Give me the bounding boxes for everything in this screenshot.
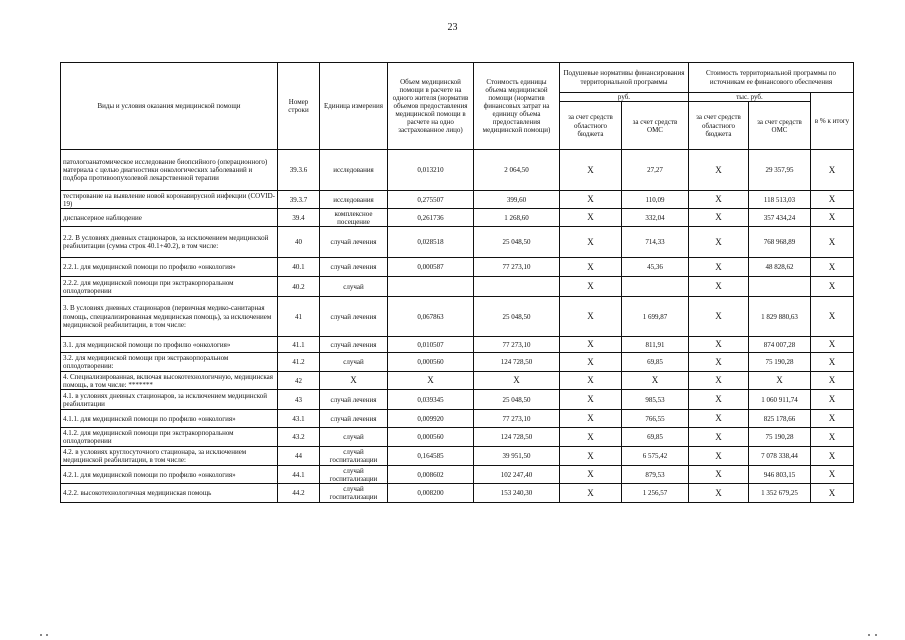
row-norm-regional: X xyxy=(560,227,622,258)
row-percent: X xyxy=(811,337,854,353)
row-number: 41.2 xyxy=(278,353,320,372)
row-name: 4.1.2. для медицинской помощи при экстракорпоральном оплодотворении xyxy=(61,428,278,447)
page-number: 23 xyxy=(447,22,458,33)
row-volume: 0,039345 xyxy=(388,390,474,410)
row-number: 40.1 xyxy=(278,258,320,277)
row-norm-oms: 27,27 xyxy=(622,150,689,191)
row-norm-oms: 6 575,42 xyxy=(622,447,689,466)
row-unit-cost: X xyxy=(474,372,560,390)
row-number: 44.1 xyxy=(278,466,320,484)
row-norm-oms: 1 699,87 xyxy=(622,297,689,337)
row-percent: X xyxy=(811,150,854,191)
row-percent: X xyxy=(811,191,854,209)
row-norm-regional: X xyxy=(560,277,622,297)
row-norm-regional: X xyxy=(560,390,622,410)
header-name: Виды и условия оказания медицинской помощи xyxy=(61,63,278,150)
row-unit: случай лечения xyxy=(320,390,388,410)
row-unit: случай xyxy=(320,353,388,372)
row-cost-regional: X xyxy=(689,277,749,297)
table-row xyxy=(61,277,854,297)
header-per-capita-norms: Подушевые нормативы финансирования территориальной программы xyxy=(560,63,689,93)
row-volume: 0,008200 xyxy=(388,484,474,503)
row-cost-regional: X xyxy=(689,209,749,227)
table-row xyxy=(61,227,854,258)
row-cost-regional: X xyxy=(689,410,749,428)
row-unit: случай лечения xyxy=(320,258,388,277)
table-row xyxy=(61,297,854,337)
row-unit-cost: 124 728,50 xyxy=(474,353,560,372)
header-row-number: Номер строки xyxy=(278,63,320,150)
row-percent: X xyxy=(811,447,854,466)
row-number: 43.2 xyxy=(278,428,320,447)
row-norm-regional: X xyxy=(560,258,622,277)
row-name: 2.2. В условиях дневных стационаров, за исключением медицинской реабилитации (сумма строк 40.1+40.2), в том числе: xyxy=(61,227,278,258)
row-norm-oms: 110,09 xyxy=(622,191,689,209)
row-volume: 0,261736 xyxy=(388,209,474,227)
row-number: 39.3.6 xyxy=(278,150,320,191)
row-unit: случай госпитализации xyxy=(320,484,388,503)
table-row xyxy=(61,372,854,390)
row-cost-oms: 118 513,03 xyxy=(749,191,811,209)
row-unit-cost xyxy=(474,277,560,297)
row-volume: 0,275507 xyxy=(388,191,474,209)
table-body xyxy=(61,150,854,503)
row-cost-oms: 29 357,95 xyxy=(749,150,811,191)
table-row xyxy=(61,209,854,227)
row-norm-regional: X xyxy=(560,209,622,227)
row-unit: случай лечения xyxy=(320,297,388,337)
row-name: 3. В условиях дневных стационаров (первичная медико-санитарная помощь, специализированная медицинская помощь), за исключением медицинской реабилитации, в том числе: xyxy=(61,297,278,337)
row-unit: случай госпитализации xyxy=(320,466,388,484)
row-norm-oms xyxy=(622,277,689,297)
table-header xyxy=(61,63,854,150)
row-name: 4.2.1. для медицинской помощи по профилю «онкология» xyxy=(61,466,278,484)
row-volume: 0,028518 xyxy=(388,227,474,258)
row-unit-cost: 102 247,40 xyxy=(474,466,560,484)
row-name: 4.1. в условиях дневных стационаров, за исключением медицинской реабилитации xyxy=(61,390,278,410)
row-cost-oms: 825 178,66 xyxy=(749,410,811,428)
row-cost-regional: X xyxy=(689,337,749,353)
row-volume: 0,010507 xyxy=(388,337,474,353)
row-name: 3.1. для медицинской помощи по профилю «онкология» xyxy=(61,337,278,353)
row-volume: 0,009920 xyxy=(388,410,474,428)
table-row xyxy=(61,337,854,353)
row-name: тестирование на выявление новой коронавирусной инфекции (COVID-19) xyxy=(61,191,278,209)
row-cost-regional: X xyxy=(689,227,749,258)
row-norm-oms: 766,55 xyxy=(622,410,689,428)
scan-bottom-edge xyxy=(0,634,905,637)
row-norm-regional: X xyxy=(560,447,622,466)
row-percent: X xyxy=(811,209,854,227)
row-name: 3.2. для медицинской помощи при экстракорпоральном оплодотворении: xyxy=(61,353,278,372)
row-percent: X xyxy=(811,466,854,484)
row-unit: случай лечения xyxy=(320,337,388,353)
row-cost-oms: 1 060 911,74 xyxy=(749,390,811,410)
row-volume: 0,000587 xyxy=(388,258,474,277)
row-unit-cost: 77 273,10 xyxy=(474,337,560,353)
row-cost-oms: 75 190,28 xyxy=(749,353,811,372)
row-cost-regional: X xyxy=(689,372,749,390)
row-volume: 0,067863 xyxy=(388,297,474,337)
row-norm-regional: X xyxy=(560,466,622,484)
row-number: 40 xyxy=(278,227,320,258)
row-cost-oms: 48 828,62 xyxy=(749,258,811,277)
row-percent: X xyxy=(811,428,854,447)
row-number: 43.1 xyxy=(278,410,320,428)
row-unit: исследования xyxy=(320,191,388,209)
row-percent: X xyxy=(811,297,854,337)
row-volume xyxy=(388,277,474,297)
row-cost-oms xyxy=(749,277,811,297)
header-cost-oms: за счет средств ОМС xyxy=(749,102,811,150)
row-number: 41.1 xyxy=(278,337,320,353)
table-row xyxy=(61,466,854,484)
row-name: 2.2.1. для медицинской помощи по профилю «онкология» xyxy=(61,258,278,277)
row-number: 44.2 xyxy=(278,484,320,503)
row-percent: X xyxy=(811,484,854,503)
row-cost-regional: X xyxy=(689,428,749,447)
header-percent-total: в % к итогу xyxy=(811,93,854,150)
row-unit-cost: 1 268,60 xyxy=(474,209,560,227)
row-norm-oms: 69,85 xyxy=(622,353,689,372)
row-unit: случай xyxy=(320,277,388,297)
row-norm-oms: X xyxy=(622,372,689,390)
row-cost-oms: 874 007,28 xyxy=(749,337,811,353)
row-cost-oms: 357 434,24 xyxy=(749,209,811,227)
row-unit-cost: 2 064,50 xyxy=(474,150,560,191)
row-norm-regional: X xyxy=(560,353,622,372)
row-percent: X xyxy=(811,277,854,297)
row-norm-oms: 45,36 xyxy=(622,258,689,277)
table-row xyxy=(61,258,854,277)
row-unit: случай лечения xyxy=(320,410,388,428)
row-cost-regional: X xyxy=(689,297,749,337)
row-cost-oms: 768 968,89 xyxy=(749,227,811,258)
row-unit: случай госпитализации xyxy=(320,447,388,466)
row-norm-oms: 985,53 xyxy=(622,390,689,410)
row-norm-regional: X xyxy=(560,191,622,209)
row-name: патологоанатомическое исследование биопсийного (операционного) материала с целью диагностики онкологических заболеваний и подбора противоопухолевой лекарственной терапии xyxy=(61,150,278,191)
table-row xyxy=(61,410,854,428)
row-number: 43 xyxy=(278,390,320,410)
header-unit-rub: руб. xyxy=(560,93,689,102)
row-name: диспансерное наблюдение xyxy=(61,209,278,227)
row-norm-regional: X xyxy=(560,372,622,390)
row-cost-regional: X xyxy=(689,258,749,277)
row-number: 41 xyxy=(278,297,320,337)
row-cost-regional: X xyxy=(689,447,749,466)
row-name: 2.2.2. для медицинской помощи при экстракорпоральном оплодотворении xyxy=(61,277,278,297)
row-percent: X xyxy=(811,227,854,258)
table-row xyxy=(61,353,854,372)
row-norm-oms: 69,85 xyxy=(622,428,689,447)
row-cost-regional: X xyxy=(689,150,749,191)
row-cost-oms: 1 829 880,63 xyxy=(749,297,811,337)
row-percent: X xyxy=(811,353,854,372)
row-norm-regional: X xyxy=(560,297,622,337)
row-percent: X xyxy=(811,390,854,410)
row-percent: X xyxy=(811,372,854,390)
row-norm-oms: 714,33 xyxy=(622,227,689,258)
row-number: 42 xyxy=(278,372,320,390)
row-name: 4.1.1. для медицинской помощи по профилю «онкология» xyxy=(61,410,278,428)
row-cost-oms: 946 803,15 xyxy=(749,466,811,484)
row-unit: исследования xyxy=(320,150,388,191)
row-norm-regional: X xyxy=(560,150,622,191)
row-cost-oms: 1 352 679,25 xyxy=(749,484,811,503)
row-number: 39.3.7 xyxy=(278,191,320,209)
row-number: 44 xyxy=(278,447,320,466)
row-unit-cost: 77 273,10 xyxy=(474,410,560,428)
row-norm-oms: 879,53 xyxy=(622,466,689,484)
row-volume: 0,013210 xyxy=(388,150,474,191)
row-unit: случай xyxy=(320,428,388,447)
row-unit-cost: 25 048,50 xyxy=(474,390,560,410)
row-name: 4.2. в условиях круглосуточного стационара, за исключением медицинской реабилитации, в том числе: xyxy=(61,447,278,466)
row-unit: комплексное посещение xyxy=(320,209,388,227)
header-norm-oms: за счет средств ОМС xyxy=(622,102,689,150)
row-cost-regional: X xyxy=(689,191,749,209)
header-unit-thousand-rub: тыс. руб. xyxy=(689,93,811,102)
row-unit-cost: 39 951,50 xyxy=(474,447,560,466)
table-row xyxy=(61,191,854,209)
row-unit: X xyxy=(320,372,388,390)
header-volume: Объем медицинской помощи в расчете на одного жителя (норматив объемов предоставления медицинской помощи в расчете на одно застрахованное лицо) xyxy=(388,63,474,150)
header-unit: Единица измерения xyxy=(320,63,388,150)
row-unit: случай лечения xyxy=(320,227,388,258)
row-cost-regional: X xyxy=(689,353,749,372)
row-cost-oms: 7 078 338,44 xyxy=(749,447,811,466)
table-row xyxy=(61,447,854,466)
row-norm-regional: X xyxy=(560,484,622,503)
table-row xyxy=(61,484,854,503)
header-program-cost: Стоимость территориальной программы по источникам ее финансового обеспечения xyxy=(689,63,854,93)
row-norm-oms: 332,04 xyxy=(622,209,689,227)
financing-table xyxy=(60,62,854,503)
row-name: 4.2.2. высокотехнологичная медицинская помощь xyxy=(61,484,278,503)
row-norm-oms: 811,91 xyxy=(622,337,689,353)
row-cost-oms: X xyxy=(749,372,811,390)
header-norm-regional-budget: за счет средств областного бюджета xyxy=(560,102,622,150)
row-volume: 0,164585 xyxy=(388,447,474,466)
row-number: 40.2 xyxy=(278,277,320,297)
row-number: 39.4 xyxy=(278,209,320,227)
row-norm-regional: X xyxy=(560,410,622,428)
table-row xyxy=(61,390,854,410)
row-cost-regional: X xyxy=(689,466,749,484)
row-norm-regional: X xyxy=(560,428,622,447)
row-volume: 0,000560 xyxy=(388,353,474,372)
row-cost-regional: X xyxy=(689,390,749,410)
row-percent: X xyxy=(811,258,854,277)
row-percent: X xyxy=(811,410,854,428)
table-row xyxy=(61,428,854,447)
row-volume: X xyxy=(388,372,474,390)
row-unit-cost: 25 048,50 xyxy=(474,297,560,337)
row-unit-cost: 399,60 xyxy=(474,191,560,209)
row-cost-oms: 75 190,28 xyxy=(749,428,811,447)
row-norm-oms: 1 256,57 xyxy=(622,484,689,503)
header-cost-regional-budget: за счет средств областного бюджета xyxy=(689,102,749,150)
header-unit-cost: Стоимость единицы объема медицинской помощи (норматив финансовых затрат на единицу объема предоставления медицинской помощи) xyxy=(474,63,560,150)
row-volume: 0,000560 xyxy=(388,428,474,447)
row-unit-cost: 124 728,50 xyxy=(474,428,560,447)
row-name: 4. Специализированная, включая высокотехнологичную, медицинская помощь, в том числе: ******* xyxy=(61,372,278,390)
row-norm-regional: X xyxy=(560,337,622,353)
row-unit-cost: 153 240,30 xyxy=(474,484,560,503)
row-cost-regional: X xyxy=(689,484,749,503)
table-row xyxy=(61,150,854,191)
row-volume: 0,008602 xyxy=(388,466,474,484)
row-unit-cost: 25 048,50 xyxy=(474,227,560,258)
row-unit-cost: 77 273,10 xyxy=(474,258,560,277)
